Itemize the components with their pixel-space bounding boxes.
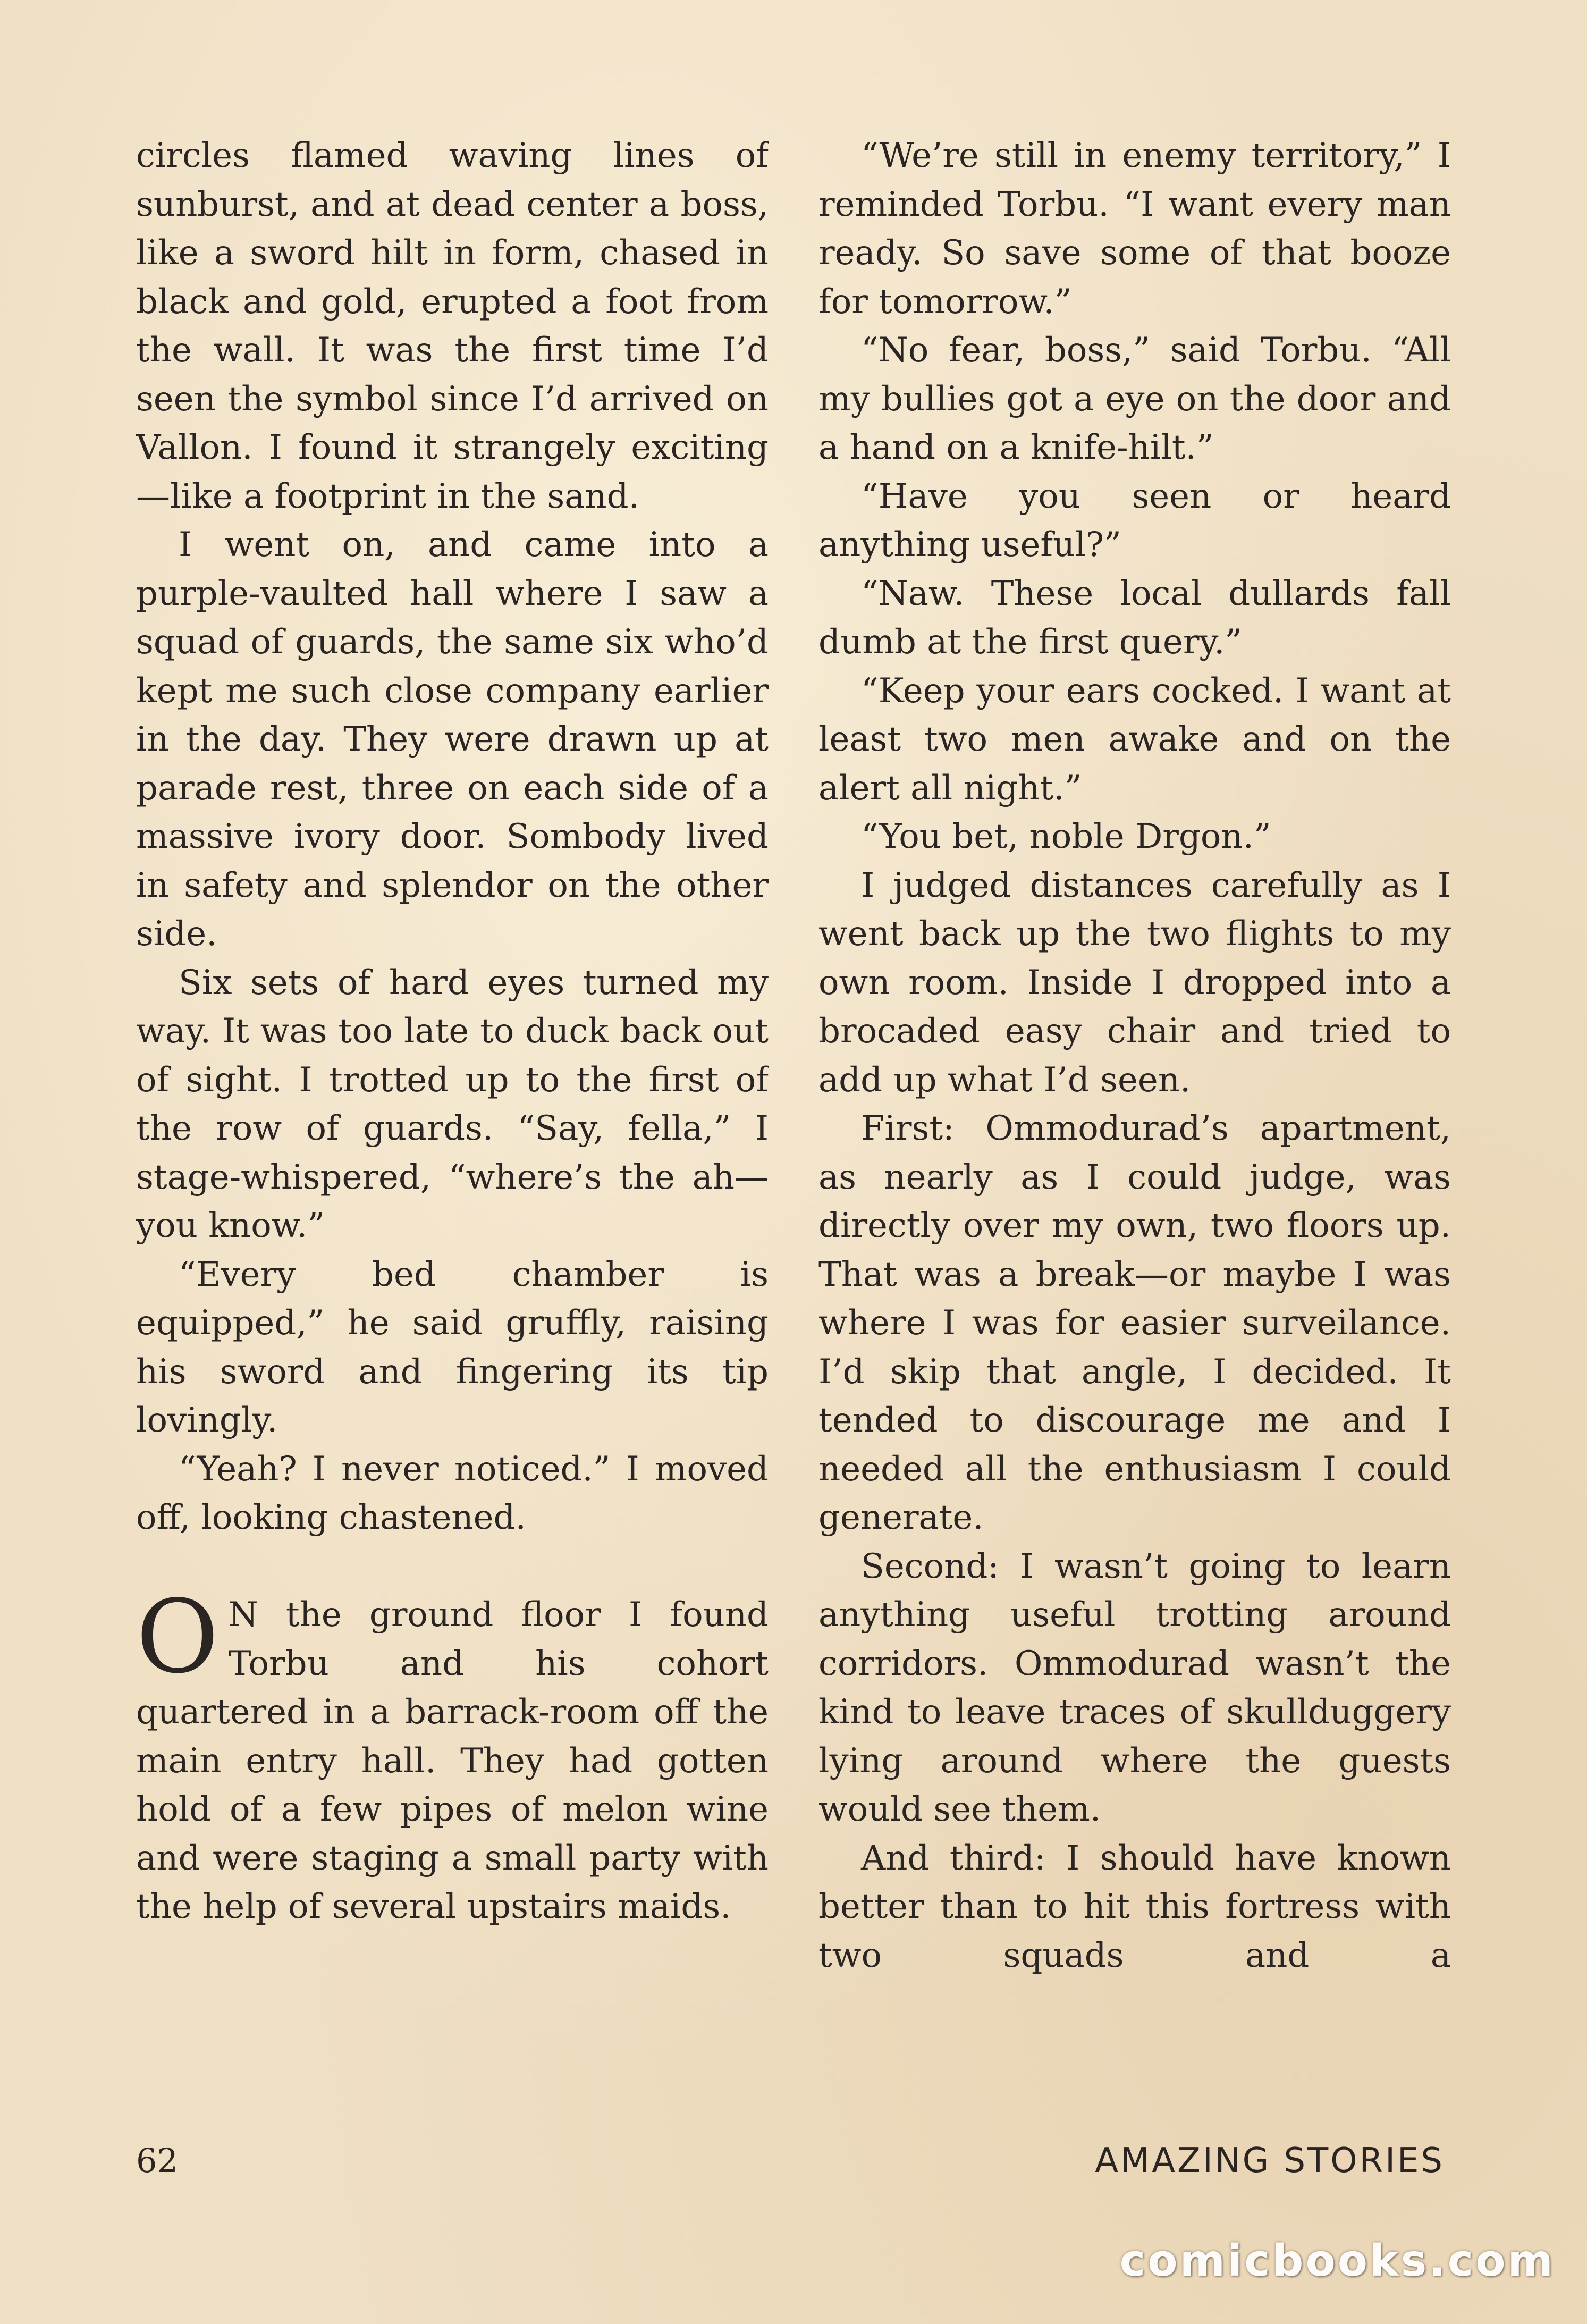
paragraph: “Naw. These local dullards fall dumb at the first query.” — [818, 574, 1451, 662]
right-text-column — [818, 132, 1451, 2131]
paragraph: “You bet, noble Drgon.” — [861, 817, 1271, 856]
paragraph: Second: I wasn’t going to learn anything useful trotting around corridors. Ommodurad wasn’t the kind to leave traces of skullduggery lying around where the guests would see them. — [818, 1546, 1451, 1829]
left-text-column — [136, 132, 769, 2131]
paragraph: “Yeah? I never noticed.” I moved off, looking chastened. — [136, 1449, 769, 1537]
paragraph: I judged distances carefully as I went back up the two flights to my own room. Inside I dropped into a brocaded easy chair and tried to add up what I’d seen. — [818, 865, 1451, 1100]
watermark: comicbooks.com — [1119, 2236, 1555, 2286]
paragraph: circles flamed waving lines of sunburst, and at dead center a boss, like a sword hilt in form, chased in black and gold, erupted a foot from the wall. It was the first time I’d seen the symbol since I’d arrived on Vallon. I found it strangely exciting—like a footprint in the sand. — [136, 136, 769, 516]
paragraph-with-drop-cap — [136, 1578, 769, 1932]
paragraph: Six sets of hard eyes turned my way. It was too late to duck back out of sight. I trotted up to the first of the row of guards. “Say, fella,” I stage-whispered, “where’s the ah—you know.” — [136, 963, 769, 1245]
paragraph: I went on, and came into a purple-vaulted hall where I saw a squad of guards, the same six who’d kept me such close company earlier in the day. They were drawn up at parade rest, three on each side of a massive ivory door. Sombody lived in safety and splendor on the other side. — [136, 525, 769, 954]
paragraph: First: Ommodurad’s apartment, as nearly as I could judge, was directly over my own, two floors up. That was a break—or maybe I was where I was for easier surveilance. I’d skip that angle, I decided. It tended to discourage me and I needed all the enthusiasm I could generate. — [818, 1109, 1451, 1537]
paragraph: “Keep your ears cocked. I want at least two men awake and on the alert all night.” — [818, 671, 1451, 808]
magazine-title: AMAZING STORIES — [1095, 2141, 1445, 2180]
page-number: 62 — [136, 2141, 178, 2180]
drop-cap: O — [136, 1578, 219, 1696]
paragraph: “Have you seen or heard anything useful?” — [818, 476, 1451, 565]
paragraph: “We’re still in enemy territory,” I reminded Torbu. “I want every man ready. So save some of that booze for tomorrow.” — [818, 136, 1451, 322]
section-break — [136, 1543, 769, 1592]
paragraph: “Every bed chamber is equipped,” he said gruffly, raising his sword and fingering its tip lovingly. — [136, 1254, 769, 1440]
paragraph-text: N the ground floor I found Torbu and his cohort quartered in a barrack-room off the main entry hall. They had gotten hold of a few pipes of melon wine and were staging a small party with the help of several upstairs maids. — [136, 1595, 769, 1926]
paragraph: And third: I should have known better than to hit this fortress with two squads and a — [818, 1838, 1451, 1975]
paragraph: “No fear, boss,” said Torbu. “All my bullies got a eye on the door and a hand on a knife-hilt.” — [818, 331, 1451, 467]
